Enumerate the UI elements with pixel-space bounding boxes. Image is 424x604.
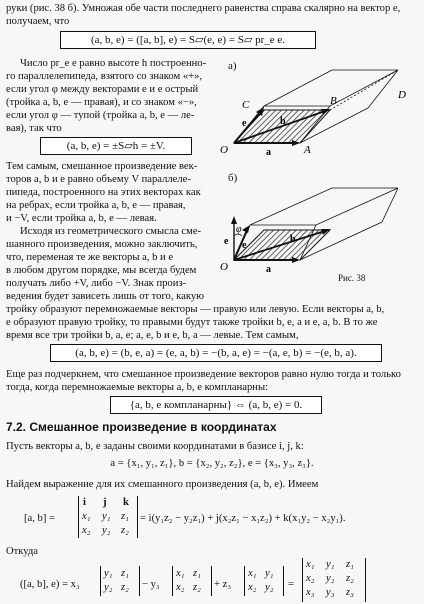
point-label-c: C (242, 99, 250, 111)
vector-label-a: a (266, 264, 271, 275)
det-cell: k (123, 497, 129, 508)
angle-label-phi: φ (236, 224, 242, 235)
text-line: Найдем выражение для их смешанного произведения (a, b, e). Имеем (6, 479, 319, 490)
text-line: шанного произведения, можно заключить, (6, 239, 198, 250)
text-line: Исходя из геометрического смысла сме- (20, 226, 202, 237)
text-line: вая), так что (6, 123, 62, 134)
vector-label-e: e (224, 236, 229, 247)
text-line: получать либо +V, либо −V. Знак произ- (6, 278, 187, 289)
text-line: Откуда (6, 546, 38, 557)
text-line: ведения будет зависеть лишь от того, какую (6, 291, 205, 302)
det-cell: z₁ (193, 568, 201, 579)
point-label-o: O (220, 144, 228, 156)
det-cell: y₁ (104, 568, 113, 579)
det-cell: z₁ (346, 559, 354, 570)
figure-caption: Рис. 38 (338, 273, 366, 283)
coords-line: a = {x₁, y₁, z₁}, b = {x₂, y₂, z₂}, e = {x₃, y₃, z₃}. (110, 458, 314, 469)
minor-3 (244, 566, 284, 596)
det-cell: y₁ (102, 511, 111, 522)
det-cell: z₃ (346, 587, 354, 598)
det-cell: x₂ (248, 582, 257, 593)
text-line: получаем, что (6, 16, 70, 27)
final-equals: = (288, 579, 294, 590)
det-cell: x₁ (248, 568, 257, 579)
text-line: и −V, если тройка a, b, e — левая. (6, 213, 157, 224)
point-label-o: O (220, 261, 228, 273)
text-line: го параллелепипеда, взятого со знаком «+», (6, 71, 203, 82)
det-cell: y₂ (265, 582, 274, 593)
det-cell: y₃ (326, 587, 335, 598)
det-cell: x₂ (82, 525, 91, 536)
final-lhs: ([a, b], e) = x₃ (20, 579, 80, 590)
figure-38a (220, 58, 420, 158)
text-line: Пусть векторы a, b, e заданы своими координатами в базисе i, j, k: (6, 441, 304, 452)
text-line: (тройка a, b, e — правая), и со знаком «−», (6, 97, 197, 108)
det-cell: z₂ (121, 582, 129, 593)
text-line: время все три тройки b, a, e; a, e, b и e, b, a — левые. Тем самым, (6, 330, 299, 341)
det-cell: z₂ (121, 525, 129, 536)
text-line: тройку образуют перемножаемые векторы — правую или левую. Если векторы a, b, (6, 304, 385, 315)
determinant-final (302, 558, 366, 602)
det-cell: z₁ (121, 568, 129, 579)
equation-box-2: (a, b, e) = ±S▱h = ±V. (40, 137, 192, 155)
det-cell: y₂ (326, 573, 335, 584)
text-line: в любом другом порядке, мы всегда будем (6, 265, 197, 276)
det-cell: x₁ (82, 511, 91, 522)
det-cell: x₁ (306, 559, 315, 570)
point-label-b: B (330, 95, 337, 107)
det-lhs: [a, b] = (24, 513, 55, 524)
point-label-a: A (304, 144, 311, 156)
vector-label-b: b (290, 234, 296, 245)
det-cell: i (83, 497, 86, 508)
det-cell: z₂ (346, 573, 354, 584)
equation-box-3: (a, b, e) = (b, e, a) = (e, a, b) = −(b, a, e) = −(a, e, b) = −(e, b, a). (50, 344, 382, 362)
text-line: пипеда, построенного на этих векторах как (6, 187, 201, 198)
det-rhs: = i(y₁z₂ − y₂z₁) + j(x₂z₁ − x₁z₂) + k(x₁y₂ − x₂y₁). (140, 513, 346, 524)
det-cell: y₁ (326, 559, 335, 570)
det-cell: j (103, 497, 107, 508)
figure-label-b: б) (228, 172, 238, 184)
text-line: тогда, когда перемножаемые векторы a, b, e компланарны: (6, 382, 269, 393)
text-line: если угол φ между векторами e и e острый (6, 84, 199, 95)
det-cell: x₁ (176, 568, 185, 579)
section-heading: 7.2. Смешанное произведение в координатах (6, 420, 277, 434)
text-line: e образуют правую тройку, то правыми будут также тройки b, e, a и e, a, b. В то же (6, 317, 378, 328)
equation-box-1: (a, b, e) = ([a, b], e) = S▱(e, e) = S▱ pr_e e. (60, 31, 316, 49)
figure-38b (220, 170, 420, 280)
det-cell: x₂ (306, 573, 315, 584)
minor-1 (100, 566, 140, 596)
point-label-d: D (398, 89, 406, 101)
equation-box-4: {a, b, e компланарны} ⇔ (a, b, e) = 0. (110, 396, 322, 414)
final-mid-1: − y₃ (142, 579, 160, 590)
final-mid-2: + z₃ (214, 579, 232, 590)
text-line: если угол φ — тупой (тройка a, b, e — ле- (6, 110, 195, 121)
vector-label-b: b (280, 116, 286, 127)
minor-2 (172, 566, 212, 596)
det-cell: x₂ (176, 582, 185, 593)
vector-label-e: e (242, 118, 247, 129)
text-line: Число pr_e e равно высоте h построенно- (20, 58, 207, 69)
text-line: Тем самым, смешанное произведение век- (6, 161, 198, 172)
det-cell: z₁ (121, 511, 129, 522)
text-line: руки (рис. 38 б). Умножая обе части последнего равенства справа скалярно на вектор e, (6, 3, 401, 14)
det-cell: z₂ (193, 582, 201, 593)
text-line: что, переменая те же векторы a, b и e (6, 252, 174, 263)
text-line: на ребрах, если тройка a, b, e — правая, (6, 200, 186, 211)
det-cell: x₃ (306, 587, 315, 598)
figure-label-a: а) (228, 60, 237, 72)
det-cell: y₁ (265, 568, 274, 579)
vector-label-a: a (266, 147, 271, 158)
det-cell: y₂ (102, 525, 111, 536)
determinant-3x3 (78, 496, 138, 538)
vector-label-e2: e (242, 240, 247, 251)
text-line: Еще раз подчеркнем, что смешанное произведение векторов равно нулю тогда и только (6, 369, 401, 380)
text-line: торов a, b и e равно объему V параллеле- (6, 174, 191, 185)
det-cell: y₂ (104, 582, 113, 593)
